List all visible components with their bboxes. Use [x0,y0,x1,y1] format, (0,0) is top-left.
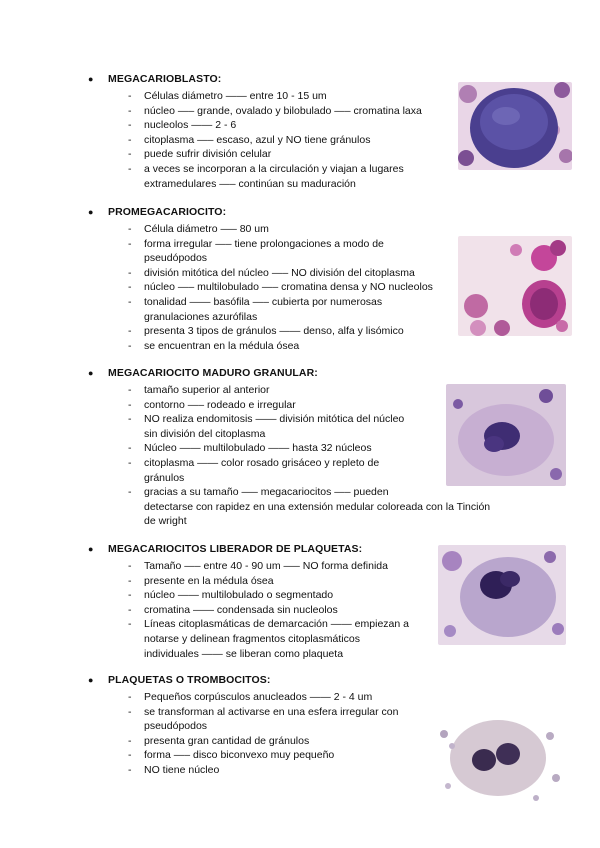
dash: - [128,223,132,235]
dash: - [128,442,132,455]
item-list [88,559,409,661]
item-line: se transforman al activarse en una esfera irregular con [144,705,399,718]
item-line: gracias a su tamaño —– megacariocitos —– pueden [144,486,389,499]
item-line: cromatina —— condensada sin nucleolos [144,603,338,616]
megacariocito-maduro-micrograph [446,384,566,486]
item-line: se encuentran en la médula ósea [144,339,300,352]
list-item [88,456,490,485]
dash: - [128,560,132,572]
dash: - [128,339,132,352]
item-line: núcleo —– grande, ovalado y bilobulado —– cromatina laxa [144,104,422,117]
item-line: presenta gran cantidad de gránulos [144,734,310,747]
item-line: notarse y delinean fragmentos citoplasmáticos [144,632,360,645]
list-item [88,485,490,529]
item-list [88,89,422,191]
section-title: MEGACARIOBLASTO: [108,72,222,85]
list-item [88,266,433,281]
item-line: Pequeños corpúsculos anucleados —— 2 - 4 um [144,691,373,703]
section-heading [88,366,490,379]
list-item [88,280,433,295]
dash: - [128,413,132,426]
list-item [88,324,433,339]
item-line: puede sufrir división celular [144,148,272,161]
bullet: ● [88,674,94,685]
item-line: pseudópodos [144,720,208,733]
list-item [88,748,398,763]
item-line: nucleolos —— 2 - 6 [144,119,237,132]
item-list [88,383,490,529]
list-item [88,118,422,133]
list-item [88,574,409,589]
promegacariocito-micrograph [458,236,572,336]
item-line: presenta 3 tipos de gránulos —— denso, alfa y lisómico [144,325,404,338]
dash: - [128,734,132,747]
dash: - [128,325,132,338]
item-line: a veces se incorporan a la circulación y viajan a lugares [144,162,404,175]
list-item [88,295,433,324]
megacarioblasto-micrograph [458,82,572,170]
dash: - [128,749,132,762]
item-list [88,222,433,353]
list-item [88,603,409,618]
item-line: forma —– disco biconvexo muy pequeño [144,749,335,762]
dash: - [128,104,132,117]
item-line: forma irregular —– tiene prolongaciones a modo de [144,237,384,250]
dash: - [128,237,132,250]
item-line: de wright [144,515,187,528]
list-item [88,559,409,574]
item-line: detectarse con rapidez en una extensión medular coloreada con la Tinción [144,500,491,513]
section-title: PROMEGACARIOCITO: [108,205,227,218]
dash: - [128,295,132,308]
section-title: MEGACARIOCITO MADURO GRANULAR: [108,366,318,379]
list-item [88,441,490,456]
section-heading [88,542,409,555]
dash: - [128,266,132,279]
bullet: ● [88,543,94,554]
list-item [88,588,409,603]
list-item [88,147,422,162]
dash: - [128,148,132,161]
item-line: Tamaño —– entre 40 - 90 um —– NO forma definida [144,560,388,572]
dash: - [128,281,132,294]
item-line: Células diámetro —— entre 10 - 15 um [144,90,327,102]
item-line: núcleo —– multilobulado —– cromatina densa y NO nucleolos [144,281,433,294]
dash: - [128,705,132,718]
item-line: NO tiene núcleo [144,763,220,776]
item-line: división mitótica del núcleo —– NO división del citoplasma [144,266,415,279]
list-item [88,89,422,104]
dash: - [128,119,132,132]
list-item [88,705,398,734]
item-line: extramedulares —– continúan su maduración [144,177,356,190]
dash: - [128,618,132,631]
dash: - [128,574,132,587]
item-line: NO realiza endomitosis —— división mitótica del núcleo [144,413,405,426]
plaquetas-micrograph [432,706,568,808]
section-title: PLAQUETAS O TROMBOCITOS: [108,673,271,686]
item-line: individuales —— se liberan como plaqueta [144,647,344,660]
item-line: contorno —– rodeado e irregular [144,398,296,411]
item-line: Núcleo —— multilobulado —— hasta 32 núcleos [144,442,372,455]
dash: - [128,691,132,703]
list-item [88,734,398,749]
section-plaquetas [88,673,398,778]
list-item [88,133,422,148]
dash: - [128,398,132,411]
dash: - [128,763,132,776]
bullet: ● [88,73,94,84]
list-item [88,617,409,661]
dash: - [128,486,132,499]
list-item [88,104,422,119]
list-item [88,162,422,191]
item-list [88,690,398,778]
dash: - [128,589,132,602]
item-line: sin división del citoplasma [144,427,266,440]
item-line: presente en la médula ósea [144,574,274,587]
section-title: MEGACARIOCITOS LIBERADOR DE PLAQUETAS: [108,542,363,555]
bullet: ● [88,206,94,217]
item-line: tamaño superior al anterior [144,384,270,396]
list-item [88,763,398,778]
dash: - [128,90,132,102]
item-line: granulaciones azurófilas [144,310,258,323]
item-line: núcleo —— multilobulado o segmentado [144,589,334,602]
list-item [88,339,433,354]
list-item [88,222,433,237]
list-item [88,412,490,441]
item-line: gránulos [144,471,185,484]
item-line: citoplasma —— color rosado grisáceo y repleto de [144,456,380,469]
item-line: Célula diámetro —– 80 um [144,223,269,235]
bullet: ● [88,367,94,378]
section-heading [88,673,398,686]
list-item [88,383,490,398]
list-item [88,237,433,266]
item-line: tonalidad —— basófila —– cubierta por numerosas [144,295,383,308]
item-line: citoplasma —– escaso, azul y NO tiene gránulos [144,133,371,146]
section-heading [88,72,422,85]
list-item [88,398,490,413]
dash: - [128,162,132,175]
section-megacariocitos-liberador [88,542,409,661]
section-megacarioblasto [88,72,422,191]
megacariocito-liberador-micrograph [438,545,566,645]
section-heading [88,205,433,218]
dash: - [128,384,132,396]
list-item [88,690,398,705]
dash: - [128,133,132,146]
section-promegacariocito [88,205,433,353]
item-line: Líneas citoplasmáticas de demarcación —— empiezan a [144,618,409,631]
dash: - [128,603,132,616]
section-megacariocito-maduro [88,366,490,529]
dash: - [128,456,132,469]
item-line: pseudópodos [144,252,208,265]
